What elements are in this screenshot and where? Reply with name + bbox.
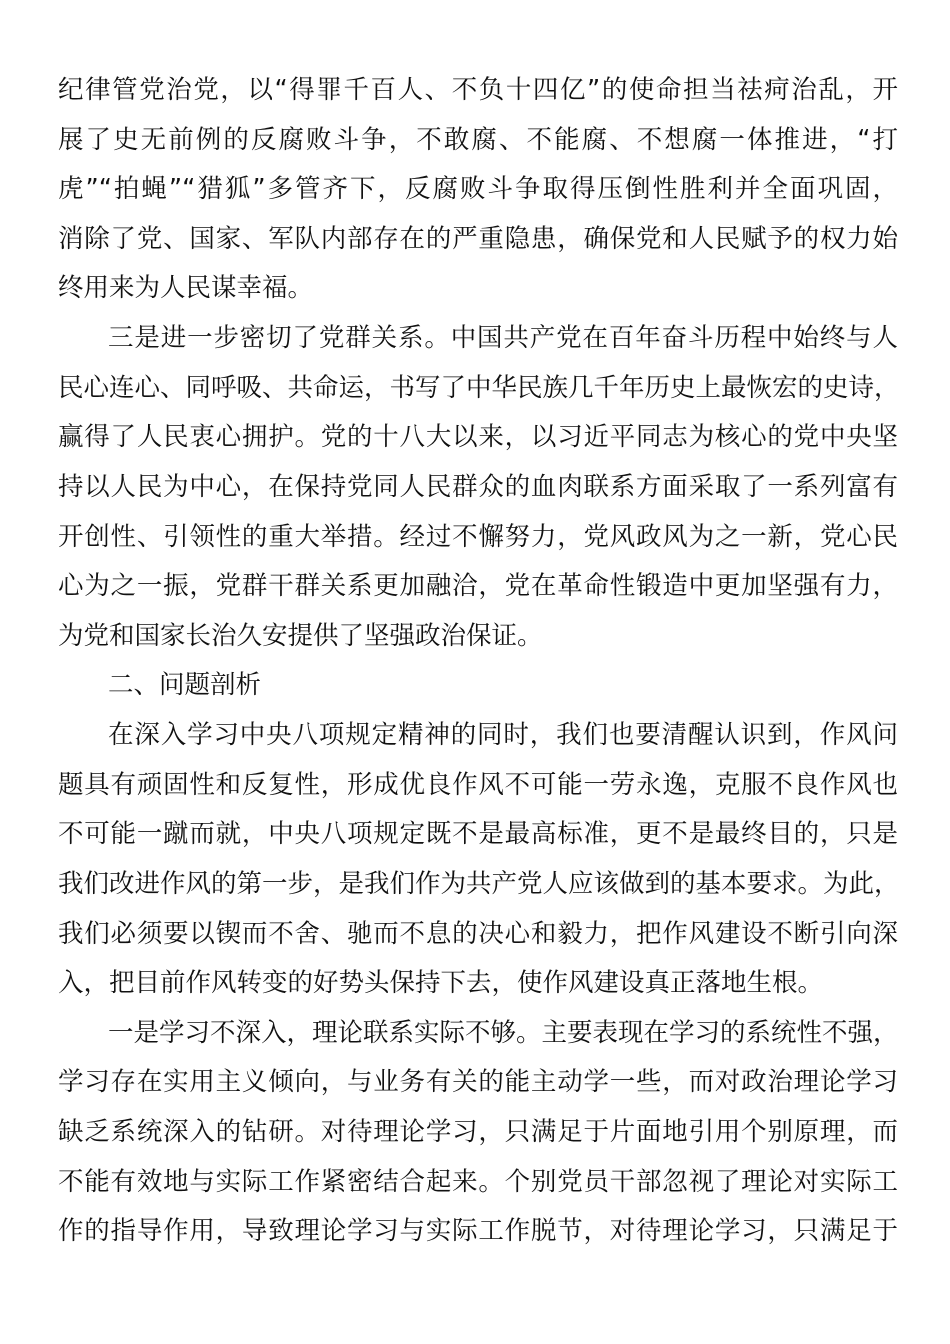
- text-line: 作的指导作用，导致理论学习与实际工作脱节，对待理论学习，只满足于: [58, 1216, 898, 1246]
- text-line: 终用来为人民谋幸福。: [58, 273, 314, 303]
- text-line: 题具有顽固性和反复性，形成优良作风不可能一劳永逸，克服不良作风也: [58, 770, 898, 800]
- paragraph-first-line: 在深入学习中央八项规定精神的同时，我们也要清醒认识到，作风问: [108, 720, 898, 750]
- text-line: 缺乏系统深入的钻研。对待理论学习，只满足于片面地引用个别原理，而: [58, 1117, 898, 1147]
- text-line: 纪律管党治党，以“得罪千百人、不负十四亿”的使命担当祛疴治乱，开: [58, 75, 898, 105]
- text-line: 不可能一蹴而就，中央八项规定既不是最高标准，更不是最终目的，只是: [58, 819, 898, 849]
- text-line: 不能有效地与实际工作紧密结合起来。个别党员干部忽视了理论对实际工: [58, 1167, 898, 1197]
- paragraph-first-line: 一是学习不深入，理论联系实际不够。主要表现在学习的系统性不强，: [108, 1018, 899, 1048]
- text-line: 为党和国家长治久安提供了坚强政治保证。: [58, 621, 543, 651]
- section-heading: 二、问题剖析: [108, 670, 262, 700]
- text-line: 入，把目前作风转变的好势头保持下去，使作风建设真正落地生根。: [58, 968, 824, 998]
- text-line: 虎”“拍蝇”“猎狐”多管齐下，反腐败斗争取得压倒性胜利并全面巩固，: [58, 174, 898, 204]
- text-line: 我们必须要以锲而不舍、驰而不息的决心和毅力，把作风建设不断引向深: [58, 919, 898, 949]
- text-line: 学习存在实用主义倾向，与业务有关的能主动学一些，而对政治理论学习: [58, 1067, 898, 1097]
- text-line: 我们改进作风的第一步，是我们作为共产党人应该做到的基本要求。为此，: [58, 869, 900, 899]
- text-line: 消除了党、国家、军队内部存在的严重隐患，确保党和人民赋予的权力始: [58, 224, 898, 254]
- text-line: 心为之一振，党群干群关系更加融洽，党在革命性锻造中更加坚强有力，: [58, 571, 898, 601]
- text-line: 民心连心、同呼吸、共命运，书写了中华民族几千年历史上最恢宏的史诗，: [58, 373, 900, 403]
- text-line: 赢得了人民衷心拥护。党的十八大以来，以习近平同志为核心的党中央坚: [58, 422, 898, 452]
- paragraph-first-line: 三是进一步密切了党群关系。中国共产党在百年奋斗历程中始终与人: [108, 323, 898, 353]
- text-line: 展了史无前例的反腐败斗争，不敢腐、不能腐、不想腐一体推进，“打: [58, 125, 898, 155]
- text-line: 开创性、引领性的重大举措。经过不懈努力，党风政风为之一新，党心民: [58, 522, 898, 552]
- text-line: 持以人民为中心，在保持党同人民群众的血肉联系方面采取了一系列富有: [58, 472, 898, 502]
